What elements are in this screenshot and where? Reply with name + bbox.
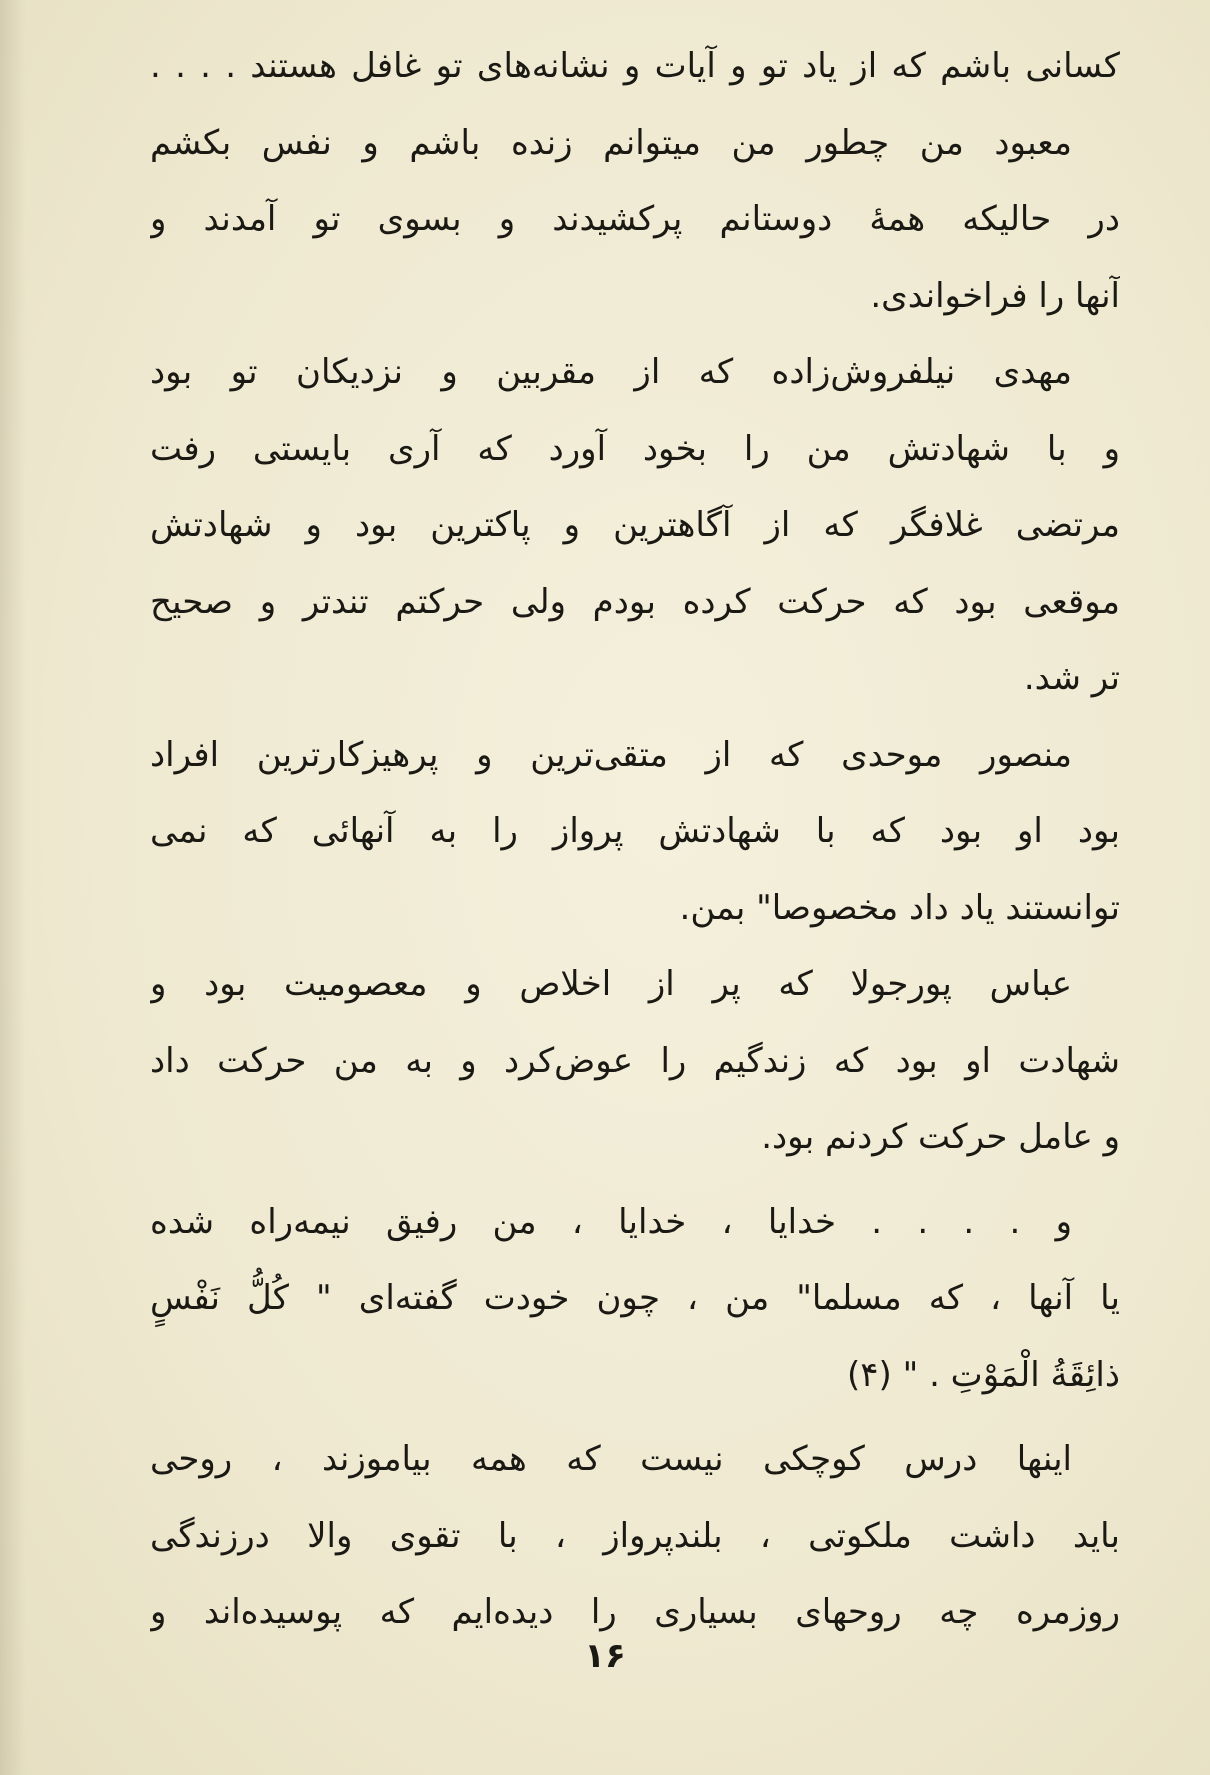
text-line: معبود من چطور من میتوانم زنده باشم و نفس بکشم xyxy=(150,122,1072,163)
text-line: بود او بود که با شهادتش پرواز را به آنهائی که نمی xyxy=(150,811,1120,851)
text-line: مرتضی غلافگر که از آگاهترین و پاکترین بود و شهادتش xyxy=(150,505,1120,545)
text-line: کسانی باشم که از یاد تو و آیات و نشانه‌های تو غافل هستند . . . . xyxy=(150,46,1120,86)
text-line: عباس پورجولا که پر از اخلاص و معصومیت بود و xyxy=(150,964,1072,1004)
text-line: یا آنها ، که مسلما" من ، چون خودت گفته‌ای " كُلُّ نَفْسٍ xyxy=(150,1278,1120,1318)
text-line: باید داشت ملکوتی ، بلندپرواز ، با تقوی والا درزندگی xyxy=(150,1515,1120,1556)
text-line: ذائِقَةُ الْمَوْتِ . " (۴) xyxy=(847,1354,1120,1395)
page-spine-shadow xyxy=(0,0,26,1775)
text-line: منصور موحدی که از متقی‌ترین و پرهیزکارترین افراد xyxy=(150,734,1072,775)
text-line: آنها را فراخواندی. xyxy=(870,275,1120,316)
page-number: ۱۶ xyxy=(584,1636,626,1676)
text-line: در حالیکه همهٔ دوستانم پرکشیدند و بسوی تو آمدند و xyxy=(150,199,1120,239)
text-line: تر شد. xyxy=(1023,658,1120,698)
text-line: اینها درس کوچکی نیست که همه بیاموزند ، روحی xyxy=(150,1439,1072,1479)
text-line: توانستند یاد داد مخصوصا" بمن. xyxy=(679,887,1120,928)
text-line: مهدی نیلفروش‌زاده که از مقربین و نزدیکان تو بود xyxy=(150,352,1072,392)
text-line: روزمره چه روحهای بسیاری را دیده‌ایم که پوسیده‌اند و xyxy=(150,1592,1120,1632)
text-line: شهادت او بود که زندگیم را عوض‌کرد و به من حرکت داد xyxy=(150,1040,1120,1081)
text-line: موقعی بود که حرکت کرده بودم ولی حرکتم تندتر و صحیح xyxy=(150,581,1120,622)
text-line: و با شهادتش من را بخود آورد که آری بایستی رفت xyxy=(150,428,1120,469)
text-line: و عامل حرکت کردنم بود. xyxy=(761,1117,1120,1157)
page-body-text xyxy=(150,28,1120,1651)
text-line: و . . . . خدایا ، خدایا ، من رفیق نیمه‌راه شده xyxy=(150,1201,1072,1242)
